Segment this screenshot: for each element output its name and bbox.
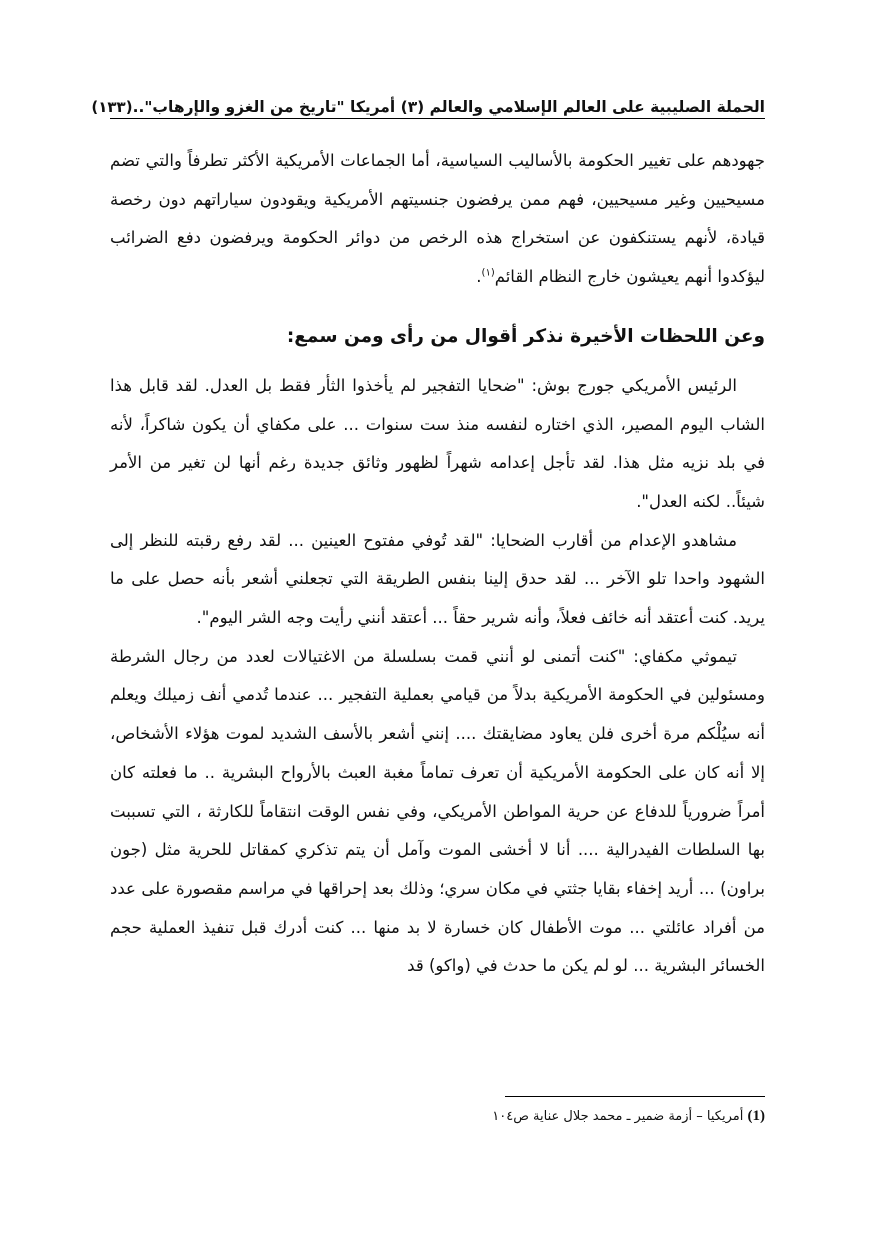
paragraph-text: جهودهم على تغيير الحكومة بالأساليب السياسية، أما الجماعات الأمريكية الأكثر تطرفاً والتي تضم مسيحيين وغير مسيحيين، فهم ممن يرفضون جنسيتهم الأمريكية ويقودون سياراتهم دون رخصة قيادة، لأنهم يستنكفون عن استخراج هذه الرخص من دوائر الحكومة ويرفضون دفع الضرائب ليؤكدوا أنهم يعيشون خارج النظام القائم <box>110 151 765 287</box>
header-title: الحملة الصليبية على العالم الإسلامي والعالم (٣) أمريكا "تاريخ من الغزو والإرهاب".. <box>132 98 765 116</box>
paragraph-mcveigh-quote: تيموثي مكفاي: "كنت أتمنى لو أنني قمت بسلسلة من الاغتيالات لعدد من رجال الشرطة ومسئولين في الحكومة الأمريكية بدلاً من قيامي بعملية التفجير ... عندما تُدمي أنف زميلك ويعلم أنه سيُلْكم مرة أخرى فلن يعاود مضايقتك .... إنني أشعر بالأسف الشديد لموت هؤلاء الأشخاص، إلا أنه كان على الحكومة الأمريكية أن تعرف تماماً مغبة العبث بالأرواح البشرية .. ما فعلته كان أمراً ضرورياً للدفاع عن حرية المواطن الأمريكي، وفي نفس الوقت انتقاماً للكارثة ، التي تسببت بها السلطات الفيدرالية .... أنا لا أخشى الموت وآمل أن يتم تذكري كمقاتل للحرية مثل (جون براون) ... أريد إخفاء بقايا جثتي في مكان سري؛ وذلك بعد إحراقها في مراسم مقصورة على عدد من أفراد عائلتي ... موت الأطفال كان خسارة لا بد منها ... كنت أدرك قبل تنفيذ العملية حجم الخسائر البشرية ... لو لم يكن ما حدث في (واكو) قد <box>110 646 765 976</box>
footnote-separator <box>505 1096 765 1097</box>
footnote <box>110 1106 765 1127</box>
document-page <box>91 0 765 1240</box>
paragraph-continuation <box>110 142 765 297</box>
running-header <box>91 88 765 119</box>
section-heading: وعن اللحظات الأخيرة نذكر أقوال من رأى ومن سمع: <box>286 325 765 347</box>
paragraph-witnesses-quote: مشاهدو الإعدام من أقارب الضحايا: "لقد تُوفي مفتوح العينين ... لقد رفع رقبته للنظر إلى الشهود واحدا تلو الآخر ... لقد حدق إلينا بنفس الطريقة التي تجعلني أشعر بأنه حصل على ما يريد. كنت أعتقد أنه خائف فعلاً، وأنه شرير حقاً ... أعتقد أنني رأيت وجه الشر اليوم". <box>110 530 765 628</box>
page-number: (١٣٣) <box>91 98 133 116</box>
footnote-text: أمريكيا – أزمة ضمير ـ محمد جلال عناية ص١٠٤ <box>492 1109 744 1124</box>
body-text <box>110 142 765 986</box>
footnote-number: (1) <box>747 1108 765 1124</box>
paragraph-end-punct: . <box>476 267 482 287</box>
footnote-reference[interactable]: (١) <box>481 267 495 279</box>
paragraph-bush-quote: الرئيس الأمريكي جورج بوش: "ضحايا التفجير لم يأخذوا الثأر فقط بل العدل. لقد قابل هذا الشاب اليوم المصير، الذي اختاره لنفسه منذ ست سنوات ... على مكفاي أن يكون شاكراً، لأنه في بلد نزيه مثل هذا. لقد تأجل إعدامه شهراً لظهور وثائق جديدة رغم أنها لن تغير من الأمر شيئاً.. لكنه العدل". <box>110 375 765 511</box>
